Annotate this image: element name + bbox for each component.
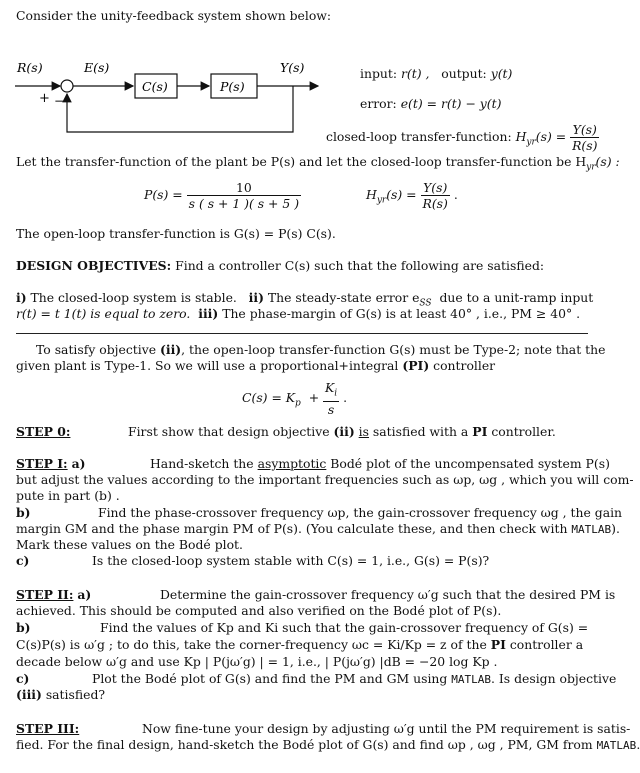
error-value: e(t) = r(t) − y(t) [400,96,502,111]
section-divider [16,333,588,334]
intro-text: Consider the unity-feedback system shown below: [16,8,332,23]
cltf-num: Y(s) [570,122,599,138]
design-objectives-text: Find a controller C(s) such that the following are satisfied: [175,258,545,273]
step2-c-matlab: MATLAB [451,673,492,686]
y-label: Y(s) [280,60,305,75]
pi-eq-num-k: K [325,380,335,395]
step0-text-c: controller. [491,424,556,439]
minus-sign: − [54,94,65,108]
cltf-label: closed-loop transfer-function: [326,129,512,144]
step1-a-text-1: Hand-sketch the [150,456,254,471]
step1-a-text-2: Bodé plot of the uncompensated system P(s) [330,456,610,471]
objective-iii-text: The phase-margin of G(s) is at least 40° , i.e., PM ≥ 40° . [222,306,581,321]
step2-c-text-b: . Is design objective [491,671,617,686]
step0-text-ii: (ii) [333,424,355,439]
plant-eq-num: 10 [187,180,301,196]
objective-ii-label: ii) [248,290,264,305]
hyr-num: Y(s) [421,180,450,196]
p-block-label: P(s) [220,79,245,94]
pi-paragraph-line1 [36,342,605,358]
output-value: y(t) [490,66,513,81]
cltf-fraction [570,122,599,153]
step1-a-line1 [16,456,85,472]
step2-b-line2-b: controller a [509,637,584,652]
error-label: error: [360,96,397,111]
step1-b-line2-a: margin GM and the phase margin PM of P(s). (You calculate these, and then check with [16,521,568,536]
hyr-fraction [421,180,450,211]
design-objectives [16,258,544,274]
step0-text-a: First show that design objective [128,424,330,439]
plant-eq-den: s ( s + 1 )( s + 5 ) [188,196,300,211]
plant-sentence [16,154,620,175]
step2-a-line2: achieved. This should be computed and also verified on the Bodé plot of P(s). [16,603,502,618]
pi-line2-b: controller [433,358,496,373]
pi-eq-lhs: C(s) = K [242,390,296,406]
step2-label: STEP II: [16,587,74,602]
step2-b-label: b) [16,620,31,635]
hyr-sub: yr [376,195,387,206]
pi-eq-plus: + [308,390,320,406]
step1-a-text [150,456,610,472]
plant-eq-lhs: P(s) = [144,187,183,202]
hyr-den: R(s) [422,196,448,211]
cltf-note [326,122,599,153]
step2-c-label: c) [16,671,30,686]
objective-i-label: i) [16,290,27,305]
hyr-arg: (s) = [386,187,417,202]
cltf-arg: (s) = [535,129,567,144]
plant-eq-fraction [187,180,301,211]
block-diagram [0,52,330,142]
c-block-label: C(s) [142,79,168,94]
pi-line1-a: To satisfy objective [36,342,157,357]
objective-iii-label: iii) [198,306,219,321]
step1-a-label: a) [71,456,86,471]
step0-text-pi: PI [472,424,488,439]
pi-eq-den: s [327,402,335,418]
step2-c-line2 [16,687,105,703]
step1-label: STEP I: [16,456,68,471]
step0-text-is: is [358,424,369,439]
step2-a-label: a) [77,587,92,602]
objective-ii-text-a: The steady-state error e [267,290,420,305]
step1-a-text-asym: asymptotic [257,456,327,471]
error-note [360,96,501,112]
step3-line2-end: . [636,737,640,752]
pi-eq-kp-sub: p [295,398,301,409]
design-objectives-label: DESIGN OBJECTIVES: [16,258,172,273]
step2-c-text [92,671,616,688]
step1-b-matlab: MATLAB [571,523,612,536]
step3-line2 [16,737,640,754]
step2-b-line2-a: C(s)P(s) is ω′g ; to do this, take the corner-frequency ωc = Ki/Kp = z of the [16,637,487,652]
step1-b-line3: Mark these values on the Bodé plot. [16,537,243,552]
feedback-path [67,86,293,132]
input-value: r(t) , [400,66,430,81]
plant-sentence-end: (s) : [595,154,620,169]
step2-c-text-a: Plot the Bodé plot of G(s) and find the PM and GM using [92,671,448,686]
step2-b-line2 [16,637,583,653]
cltf-lhs: H [515,129,527,144]
step2-c-iii: (iii) [16,687,42,702]
objective-ii-text-b: due to a unit-ramp input [439,290,594,305]
cltf-den: R(s) [572,138,598,153]
input-output-note [360,66,512,82]
step3-line2-a: fied. For the final design, hand-sketch the Bodé plot of G(s) and find ωp , ωg , PM, GM from [16,737,593,752]
pi-line2-pi: (PI) [402,358,430,373]
plus-sign: + [39,91,50,106]
step3-text: Now fine-tune your design by adjusting ω′g until the PM requirement is satis- [142,721,631,736]
pi-eq-end: . [343,390,348,406]
pi-eq-num-sub: i [334,388,338,399]
objective-i-text: The closed-loop system is stable. [30,290,237,305]
step1-b-label: b) [16,505,31,520]
step2-c-line2-b: satisfied? [45,687,106,702]
step1-a-line3: pute in part (b) . [16,488,120,503]
pi-line1-ii: (ii) [160,342,182,357]
pi-eq-fraction [323,380,339,417]
output-label: output: [441,66,487,81]
pi-paragraph-line2 [16,358,495,374]
step3-matlab: MATLAB [596,739,637,752]
hyr-end: . [453,187,458,202]
step1-b-line2 [16,521,620,538]
step1-c-label: c) [16,553,30,568]
step2-b-line2-pi: PI [490,637,506,652]
hyr-lhs: H [366,187,377,202]
plant-sentence-text: Let the transfer-function of the plant be P(s) and let the closed-loop transfer-function be H [16,154,587,169]
step1-b-line2-end: ). [611,521,620,536]
objectives-line-2 [16,306,580,322]
summing-junction [61,80,73,92]
step2-b-text: Find the values of Kp and Ki such that the gain-crossover frequency of G(s) = [100,620,589,635]
input-label: input: [360,66,398,81]
pi-eq-num [323,380,339,402]
step2-a-line1 [16,587,91,603]
step1-a-line2: but adjust the values according to the important frequencies such as ωp, ωg , which you will com- [16,472,634,487]
step2-b-line3: decade below ω′g and use Kp | P(jω′g) | = 1, i.e., | P(jω′g) |dB = −20 log Kp . [16,654,498,669]
objective-ii-line2: r(t) = t 1(t) is equal to zero. [16,306,191,321]
step0-text [128,424,556,440]
r-label: R(s) [17,60,43,75]
hyr-equation [366,180,458,211]
plant-sentence-sub: yr [586,162,596,173]
pi-equation [242,380,347,417]
e-label: E(s) [84,60,110,75]
objective-ii-sub: SS [419,298,432,309]
step2-a-text: Determine the gain-crossover frequency ω′g such that the desired PM is [160,587,616,602]
plant-equation [144,180,301,211]
pi-line1-b: , the open-loop transfer-function G(s) must be Type-2; note that the [181,342,606,357]
step0-label: STEP 0: [16,424,71,439]
pi-line2-a: given plant is Type-1. So we will use a proportional+integral [16,358,399,373]
open-loop-text: The open-loop transfer-function is G(s) = P(s) C(s). [16,226,336,241]
step1-c-text: Is the closed-loop system stable with C(s) = 1, i.e., G(s) = P(s)? [92,553,490,568]
step0-text-b: satisfied with a [372,424,469,439]
cltf-sub: yr [526,137,536,148]
step3-label: STEP III: [16,721,80,736]
step1-b-text: Find the phase-crossover frequency ωp, the gain-crossover frequency ωg , the gain [98,505,623,520]
